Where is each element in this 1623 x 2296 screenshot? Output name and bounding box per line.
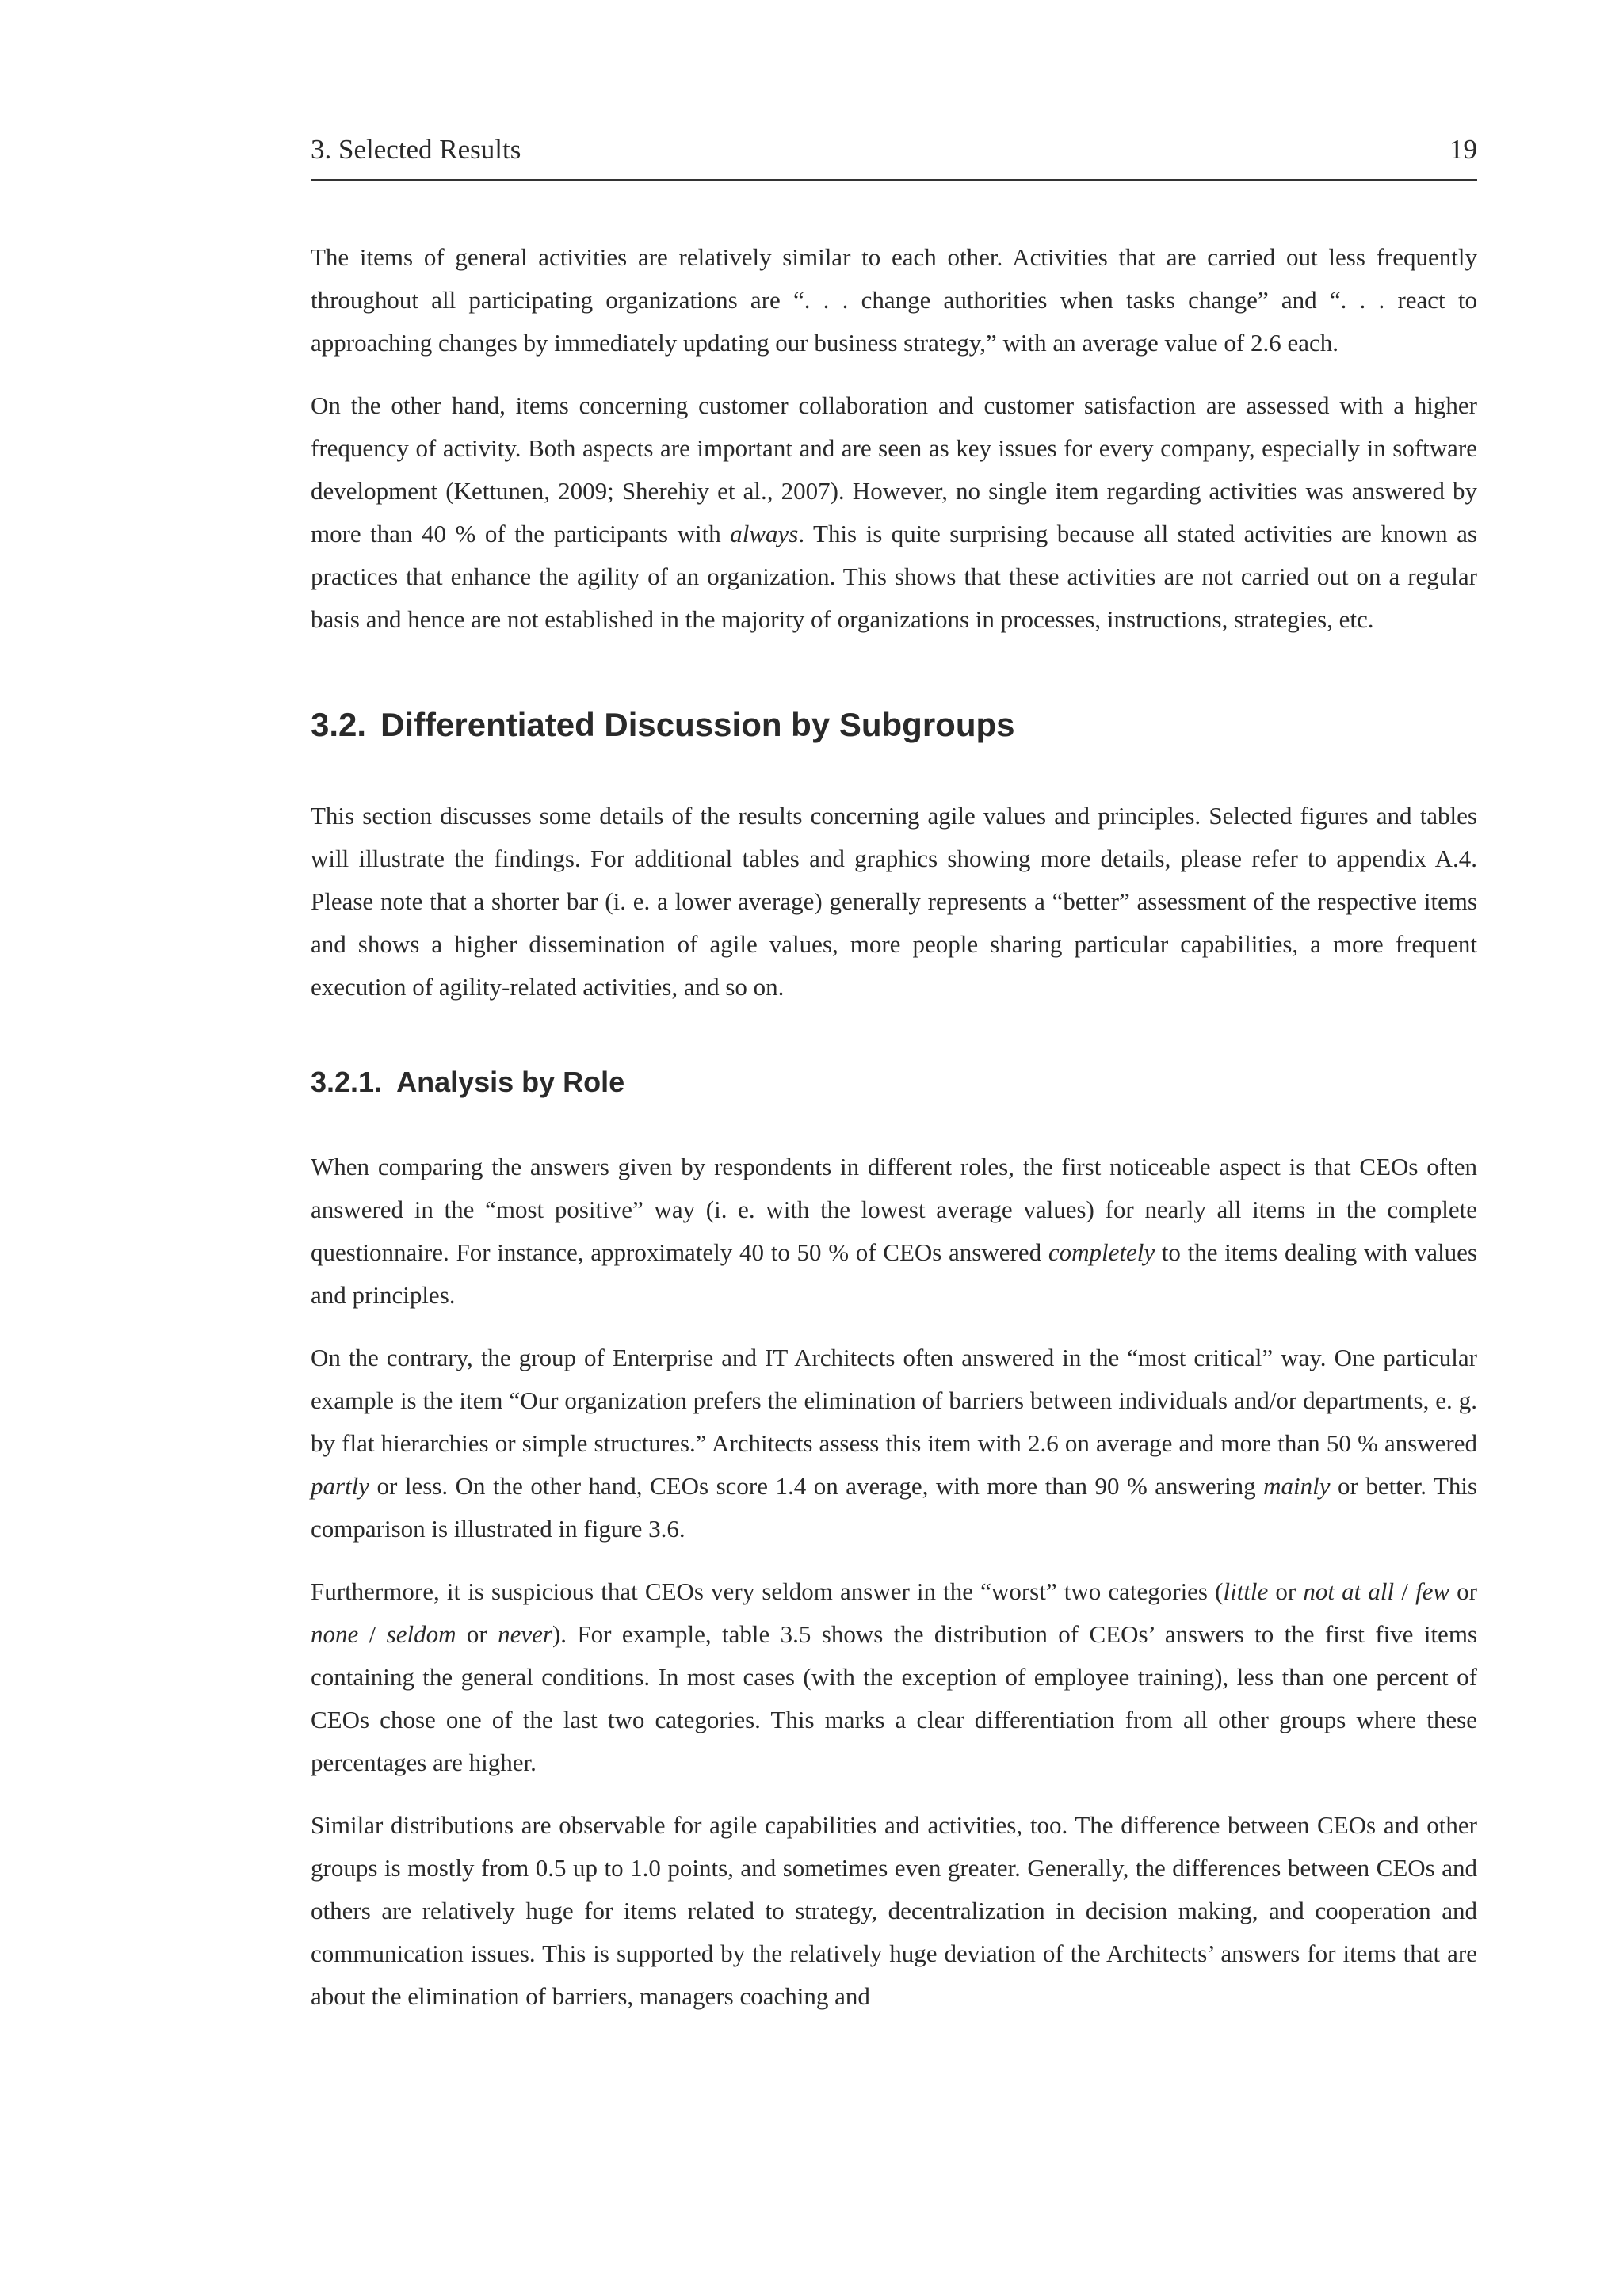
section-number: 3.2. bbox=[311, 706, 367, 743]
section-title: Differentiated Discussion by Subgroups bbox=[380, 706, 1015, 743]
citation-kettunen[interactable]: Kettunen, 2009 bbox=[453, 477, 608, 505]
paragraph-section-intro: This section discusses some details of the results concerning agile values and principles. Selected figures and tables will illustrate the findings. For additional tables and graphics showing more details, please refer to appendix A.4. Please note that a shorter bar (i. e. a lower average) generally represents a “better” assessment of the respective items and shows a higher dissemination of agile values, more people sharing particular capabilities, a more frequent execution of agility-related activities, and so on. bbox=[311, 802, 1477, 1001]
emphasis-not-at-all: not at all bbox=[1303, 1577, 1395, 1605]
text-run: or bbox=[1449, 1577, 1478, 1605]
subsection-number: 3.2.1. bbox=[311, 1066, 383, 1099]
text-run: When comparing the answers given by respondents in different roles, the first noticeable aspect is that CEOs often answered in the “most positive” way (i. e. with the lowest average values) for nearly all items in the complete questionnaire. For instance, approximately 40 to 50 % of CEOs answered bbox=[311, 1152, 1477, 1266]
text-run: ). For example, table 3.5 shows the distribution of CEOs’ answers to the first five items containing the general conditions. In most cases (with the exception of employee training), less than one percent of CEOs chose one of the last two categories. This marks a clear differentiation from all other groups where these percentages are higher. bbox=[311, 1619, 1477, 1776]
subsection-heading bbox=[311, 1065, 1477, 1099]
citation-sherehiy[interactable]: Sherehiy et al., 2007 bbox=[621, 477, 831, 505]
chapter-title: 3. Selected Results bbox=[311, 134, 521, 165]
paragraph-architects bbox=[311, 1337, 1477, 1550]
emphasis-seldom: seldom bbox=[386, 1619, 456, 1648]
text-run: or better. This comparison is illustrated in figure 3.6. bbox=[311, 1471, 1478, 1543]
emphasis-never: never bbox=[498, 1619, 552, 1648]
paragraph-worst-categories bbox=[311, 1570, 1477, 1784]
body-text bbox=[311, 236, 1477, 2038]
text-run: or bbox=[456, 1619, 498, 1648]
paragraph-customer-collaboration bbox=[311, 384, 1477, 641]
paragraph-similar-distributions: Similar distributions are observable for agile capabilities and activities, too. The difference between CEOs and other groups is mostly from 0.5 up to 1.0 points, and sometimes even greater. Generally, the differences between CEOs and others are relatively huge for items related to strategy, decentralization in decision making, and cooperation and communication issues. This is supported by the relatively huge deviation of the Architects’ answers for items that are about the elimination of barriers, managers coaching and bbox=[311, 1810, 1477, 2010]
subsection-title: Analysis by Role bbox=[396, 1066, 625, 1099]
text-run: or bbox=[1268, 1577, 1304, 1605]
emphasis-always: always bbox=[730, 520, 799, 547]
paragraph-general-activities: The items of general activities are relatively similar to each other. Activities that are carried out less frequently throughout all participating organizations are “. . . change authorities when tasks change” and “. . . react to approaching changes by immediately updating our business strategy,” with an average value of 2.6 each. bbox=[311, 243, 1477, 357]
running-header bbox=[311, 133, 1477, 181]
text-run: On the contrary, the group of Enterprise and IT Architects often answered in the “most critical” way. One particular example is the item “Our organization prefers the elimination of barriers between individuals and/or departments, e. g. by flat hierarchies or simple structures.” Architects assess this item with 2.6 on average and more than 50 % answered bbox=[311, 1343, 1477, 1457]
emphasis-few: few bbox=[1415, 1577, 1450, 1605]
emphasis-partly: partly bbox=[311, 1471, 370, 1500]
emphasis-little: little bbox=[1223, 1577, 1269, 1605]
text-run: Furthermore, it is suspicious that CEOs very seldom answer in the “worst” two categories ( bbox=[311, 1577, 1224, 1605]
text-run: to the items dealing with values and principles. bbox=[311, 1238, 1478, 1309]
text-run: ; bbox=[607, 477, 622, 505]
emphasis-mainly: mainly bbox=[1263, 1471, 1331, 1500]
paragraph-ceo-answers bbox=[311, 1146, 1477, 1317]
emphasis-none: none bbox=[311, 1619, 359, 1648]
text-run: / bbox=[1394, 1577, 1415, 1605]
text-run: ). However, no single item regarding activities was answered by more than 40 % of the participants with bbox=[311, 477, 1477, 547]
page-number: 19 bbox=[1449, 134, 1477, 165]
emphasis-completely: completely bbox=[1048, 1238, 1155, 1266]
text-run: or less. On the other hand, CEOs score 1.4 on average, with more than 90 % answering bbox=[369, 1471, 1264, 1500]
text-run: On the other hand, items concerning customer collaboration and customer satisfaction are assessed with a higher frequency of activity. Both aspects are important and are seen as key issues for every company, especially in software development ( bbox=[311, 391, 1477, 505]
text-run: . This is quite surprising because all stated activities are known as practices that enhance the agility of an organization. This shows that these activities are not carried out on a regular basis and hence are not established in the majority of organizations in processes, instructions, strategies, etc. bbox=[311, 520, 1477, 633]
text-run: / bbox=[358, 1619, 387, 1648]
section-heading bbox=[311, 705, 1477, 745]
